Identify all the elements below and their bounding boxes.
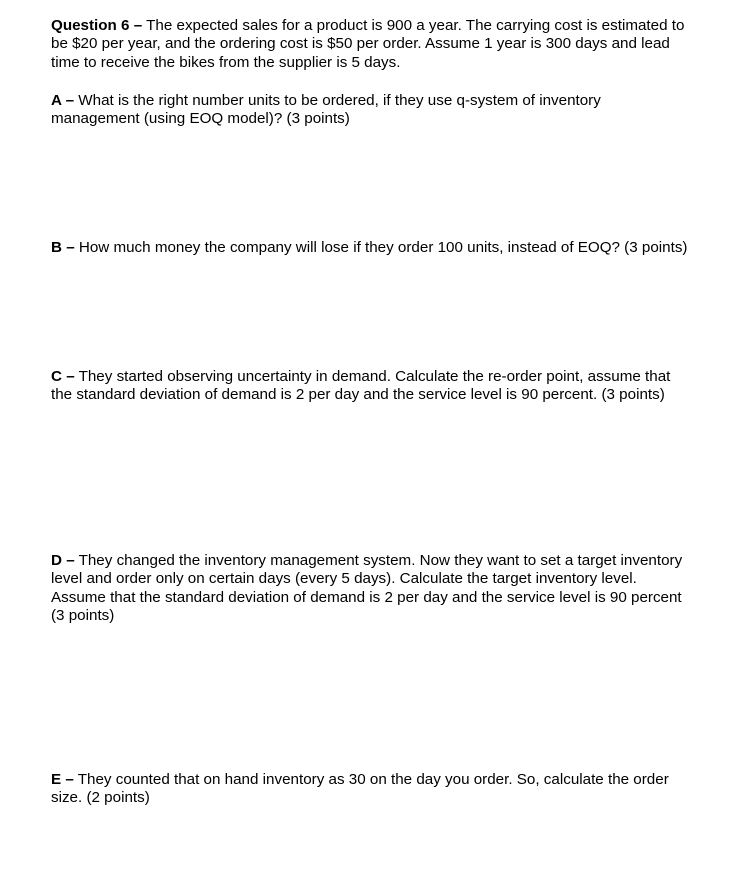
part-a-label: A –: [51, 92, 75, 109]
part-b: [51, 239, 691, 257]
part-b-text: How much money the company will lose if they order 100 units, instead of EOQ? (3 points): [74, 239, 688, 256]
part-d-label: D –: [51, 552, 75, 569]
part-e-text: They counted that on hand inventory as 30 on the day you order. So, calculate the order size. (2 points): [51, 771, 669, 807]
question-statement: [51, 17, 691, 72]
part-e-label: E –: [51, 771, 74, 788]
part-c: [51, 368, 691, 405]
part-c-label: C –: [51, 368, 75, 385]
part-d-text: They changed the inventory management system. Now they want to set a target inventory level and order only on certain days (every 5 days). Calculate the target inventory level. Assume that the standard deviation of demand is 2 per day and the service level is 90 percent (3 points): [51, 552, 683, 625]
part-e: [51, 771, 691, 808]
part-b-label: B –: [51, 239, 75, 256]
part-a-text: What is the right number units to be ordered, if they use q-system of inventory management (using EOQ model)? (3 points): [51, 92, 601, 128]
question-label: Question 6 –: [51, 17, 143, 34]
part-a: [51, 92, 691, 129]
part-c-text: They started observing uncertainty in demand. Calculate the re-order point, assume that the standard deviation of demand is 2 per day and the service level is 90 percent. (3 points): [51, 368, 671, 404]
question-text: The expected sales for a product is 900 a year. The carrying cost is estimated to be $20 per year, and the ordering cost is $50 per order. Assume 1 year is 300 days and lead time to receive the bikes from the supplier is 5 days.: [51, 17, 685, 71]
part-d: [51, 552, 691, 626]
